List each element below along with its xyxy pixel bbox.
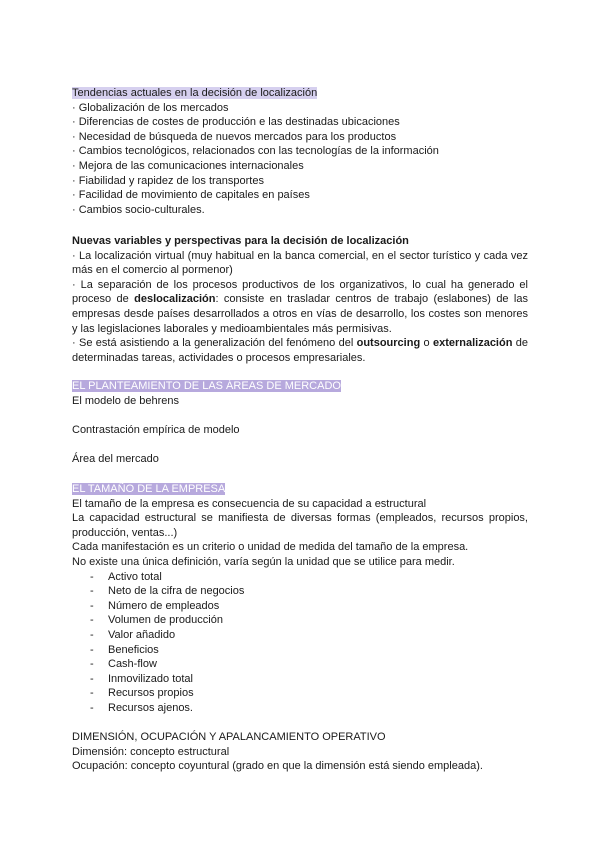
- text-line: [72, 408, 528, 423]
- dash-bullet: -: [90, 614, 94, 627]
- list-item-label: Inmovilizado total: [108, 672, 193, 685]
- highlighted-title: EL PLANTEAMIENTO DE LAS ÁREAS DE MERCADO: [72, 380, 341, 392]
- text-line: El tamaño de la empresa es consecuencia de su capacidad a estructural: [72, 497, 427, 510]
- bullet-item: · Fiabilidad y rapidez de los transportes: [72, 174, 264, 187]
- paragraph: [72, 278, 528, 336]
- list-item-label: Neto de la cifra de negocios: [108, 585, 245, 598]
- section-title: DIMENSIÓN, OCUPACIÓN Y APALANCAMIENTO OPERATIVO: [72, 731, 386, 743]
- text-line: No existe una única definición, varía según la unidad que se utilice para medir.: [72, 555, 455, 568]
- dash-bullet: -: [90, 701, 94, 714]
- paragraph: [72, 336, 528, 365]
- list-item: [72, 628, 528, 643]
- section-title: [72, 379, 528, 394]
- text-line: Cada manifestación es un criterio o unidad de medida del tamaño de la empresa.: [72, 541, 469, 554]
- section-dimension: [72, 730, 528, 774]
- section-localization-trends: [72, 86, 528, 217]
- dash-bullet: -: [90, 643, 94, 656]
- list-item-label: Activo total: [108, 570, 162, 583]
- text: o: [420, 337, 433, 350]
- section-title: Nuevas variables y perspectivas para la decisión de localización: [72, 235, 409, 247]
- list-item-label: Recursos propios: [108, 687, 194, 700]
- list-item: [72, 672, 528, 687]
- section-title: [72, 482, 528, 497]
- list-item-label: Volumen de producción: [108, 614, 223, 627]
- list-item: [72, 584, 528, 599]
- section-title: [72, 86, 528, 101]
- list-item: [72, 570, 528, 585]
- bullet-item: · Cambios socio-culturales.: [72, 203, 205, 216]
- list-item-label: Cash-flow: [108, 658, 157, 671]
- paragraph: La capacidad estructural se manifiesta de diversas formas (empleados, recursos propios, producción, ventas...): [72, 512, 528, 539]
- text-line: Dimensión: concepto estructural: [72, 745, 230, 758]
- bold-term: externalización: [432, 337, 513, 350]
- bullet-item: · Diferencias de costes de producción e las destinadas ubicaciones: [72, 116, 400, 129]
- text: : consiste en trasladar centros de trabajo (eslabones) de las empresas desde países desarrollados a otros en vías de desarrollo, los costes son menores y las legislaciones laborales y medioambientales más permisivas.: [72, 293, 528, 335]
- paragraph: · La localización virtual (muy habitual en la banca comercial, en el sector turístico y cada vez más en el comercio al pormenor): [72, 249, 528, 277]
- dash-bullet: -: [90, 658, 94, 671]
- text-line: Ocupación: concepto coyuntural (grado en que la dimensión está siendo empleada).: [72, 760, 483, 773]
- list-item-label: Recursos ajenos.: [108, 701, 193, 714]
- bullet-item: · Cambios tecnológicos, relacionados con las tecnologías de la información: [72, 145, 439, 158]
- highlighted-title: EL TAMAÑO DE LA EMPRESA: [72, 483, 226, 495]
- dash-bullet: -: [90, 672, 94, 685]
- section-company-size: [72, 482, 528, 716]
- bold-term: outsourcing: [356, 337, 421, 350]
- bullet-item: · Mejora de las comunicaciones internacionales: [72, 159, 304, 172]
- section-market-areas: [72, 379, 528, 467]
- bold-term: deslocalización: [134, 293, 216, 306]
- dash-bullet: -: [90, 628, 94, 641]
- bullet-item: · Facilidad de movimiento de capitales en países: [72, 189, 310, 202]
- list-item: [72, 643, 528, 658]
- list-item: [72, 613, 528, 628]
- list-item-label: Valor añadido: [108, 628, 176, 641]
- list-item: [72, 701, 528, 716]
- size-criteria-list: [72, 570, 528, 716]
- text: · La separación de los procesos productivos de los organizativos, lo cual ha generado el proceso de: [72, 278, 528, 306]
- list-item: [72, 599, 528, 614]
- dash-bullet: -: [90, 687, 94, 700]
- list-item: [72, 686, 528, 701]
- text-line: El modelo de behrens: [72, 394, 180, 407]
- section-new-variables: [72, 234, 528, 365]
- dash-bullet: -: [90, 570, 94, 583]
- bullet-item: · Globalización de los mercados: [72, 101, 229, 114]
- text-line: Contrastación empírica de modelo: [72, 423, 240, 436]
- text: de determinadas tareas, actividades o procesos empresariales.: [72, 337, 528, 364]
- bullet-item: · Necesidad de búsqueda de nuevos mercados para los productos: [72, 130, 397, 143]
- dash-bullet: -: [90, 585, 94, 598]
- text-line: [72, 437, 528, 452]
- list-item-label: Número de empleados: [108, 599, 220, 612]
- dash-bullet: -: [90, 599, 94, 612]
- text-line: Área del mercado: [72, 452, 159, 465]
- highlighted-title: Tendencias actuales en la decisión de localización: [72, 87, 318, 99]
- list-item: [72, 657, 528, 672]
- text: · Se está asistiendo a la generalización del fenómeno del: [72, 337, 357, 350]
- list-item-label: Beneficios: [108, 643, 159, 656]
